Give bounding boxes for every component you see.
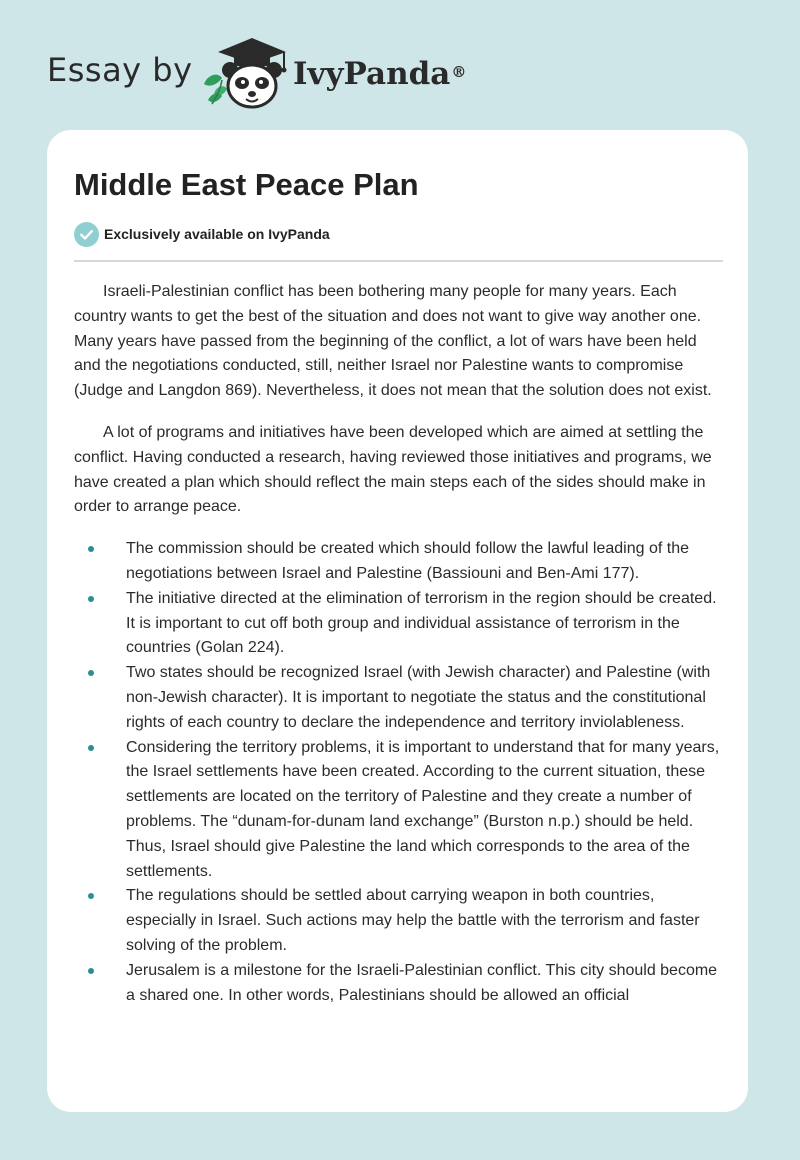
bullet-icon bbox=[88, 670, 94, 676]
logo-name: IvyPanda bbox=[293, 56, 451, 92]
list-item-text: The regulations should be settled about carrying weapon in both countries, especially in Israel. Such actions may help the battle with the terrorism and faster solving of the problem. bbox=[126, 887, 700, 954]
bullet-icon bbox=[88, 745, 94, 751]
divider bbox=[74, 260, 723, 262]
registered-mark: ® bbox=[451, 63, 467, 81]
essay-by-label: Essay by bbox=[47, 51, 193, 89]
list-item-text: The commission should be created which should follow the lawful leading of the negotiations between Israel and Palestine (Bassiouni and Ben-Ami 177). bbox=[126, 540, 689, 582]
list-item bbox=[74, 537, 726, 587]
ivy-leaf-icon bbox=[204, 75, 227, 104]
exclusive-badge bbox=[74, 221, 330, 247]
page-title: Middle East Peace Plan bbox=[74, 167, 419, 202]
article-card bbox=[47, 130, 748, 1112]
list-item-text: The initiative directed at the elimination of terrorism in the region should be created. It is important to cut off both group and individual assistance of terrorism in the countries (Golan 224). bbox=[126, 589, 717, 657]
site-header bbox=[0, 0, 800, 130]
ivypanda-logo-text[interactable] bbox=[293, 56, 466, 92]
check-circle-icon bbox=[74, 222, 99, 247]
list-item-text: Two states should be recognized Israel (with Jewish character) and Palestine (with non-Jewish character). It is important to negotiate the status and the constitutional rights of each country to declare the independence and territory inviolableness. bbox=[126, 664, 711, 731]
paragraph: A lot of programs and initiatives have been developed which are aimed at settling the conflict. Having conducted a research, having reviewed those initiatives and programs, we have created a plan which should reflect the main steps each of the sides should make in order to arrange peace. bbox=[74, 423, 712, 516]
article-body bbox=[74, 280, 726, 1008]
exclusive-badge-text: Exclusively available on IvyPanda bbox=[104, 226, 330, 242]
bullet-icon bbox=[88, 546, 94, 552]
list-item-text: Jerusalem is a milestone for the Israeli-Palestinian conflict. This city should become a shared one. In other words, Palestinians should be allowed an official bbox=[126, 961, 718, 1004]
list-item bbox=[74, 959, 726, 1009]
list-item-text: Considering the territory problems, it is important to understand that for many years, the Israel settlements have been created. According to the current situation, these settlements are located on the territory of Palestine and they create a number of problems. The “dunam-for-dunam land exchange” (Burston n.p.) should be held. Thus, Israel should give Palestine the land which corresponds to the area of the settlements. bbox=[126, 738, 720, 880]
peace-plan-list bbox=[74, 537, 726, 1008]
list-item bbox=[74, 884, 726, 958]
paragraph: Israeli-Palestinian conflict has been bothering many people for many years. Each country wants to get the best of the situation and does not want to give way another one. Many years have passed from the beginning of the conflict, a lot of wars have been held and the negotiations conducted, still, neither Israel nor Palestine wants to compromise (Judge and Langdon 869). Nevertheless, it does not mean that the solution does not exist. bbox=[74, 283, 712, 400]
bullet-icon bbox=[88, 893, 94, 899]
list-item bbox=[74, 661, 726, 735]
list-item bbox=[74, 736, 726, 885]
bullet-icon bbox=[88, 596, 94, 602]
panda-graduate-icon[interactable] bbox=[200, 34, 292, 110]
list-item bbox=[74, 587, 726, 661]
bullet-icon bbox=[88, 968, 94, 974]
